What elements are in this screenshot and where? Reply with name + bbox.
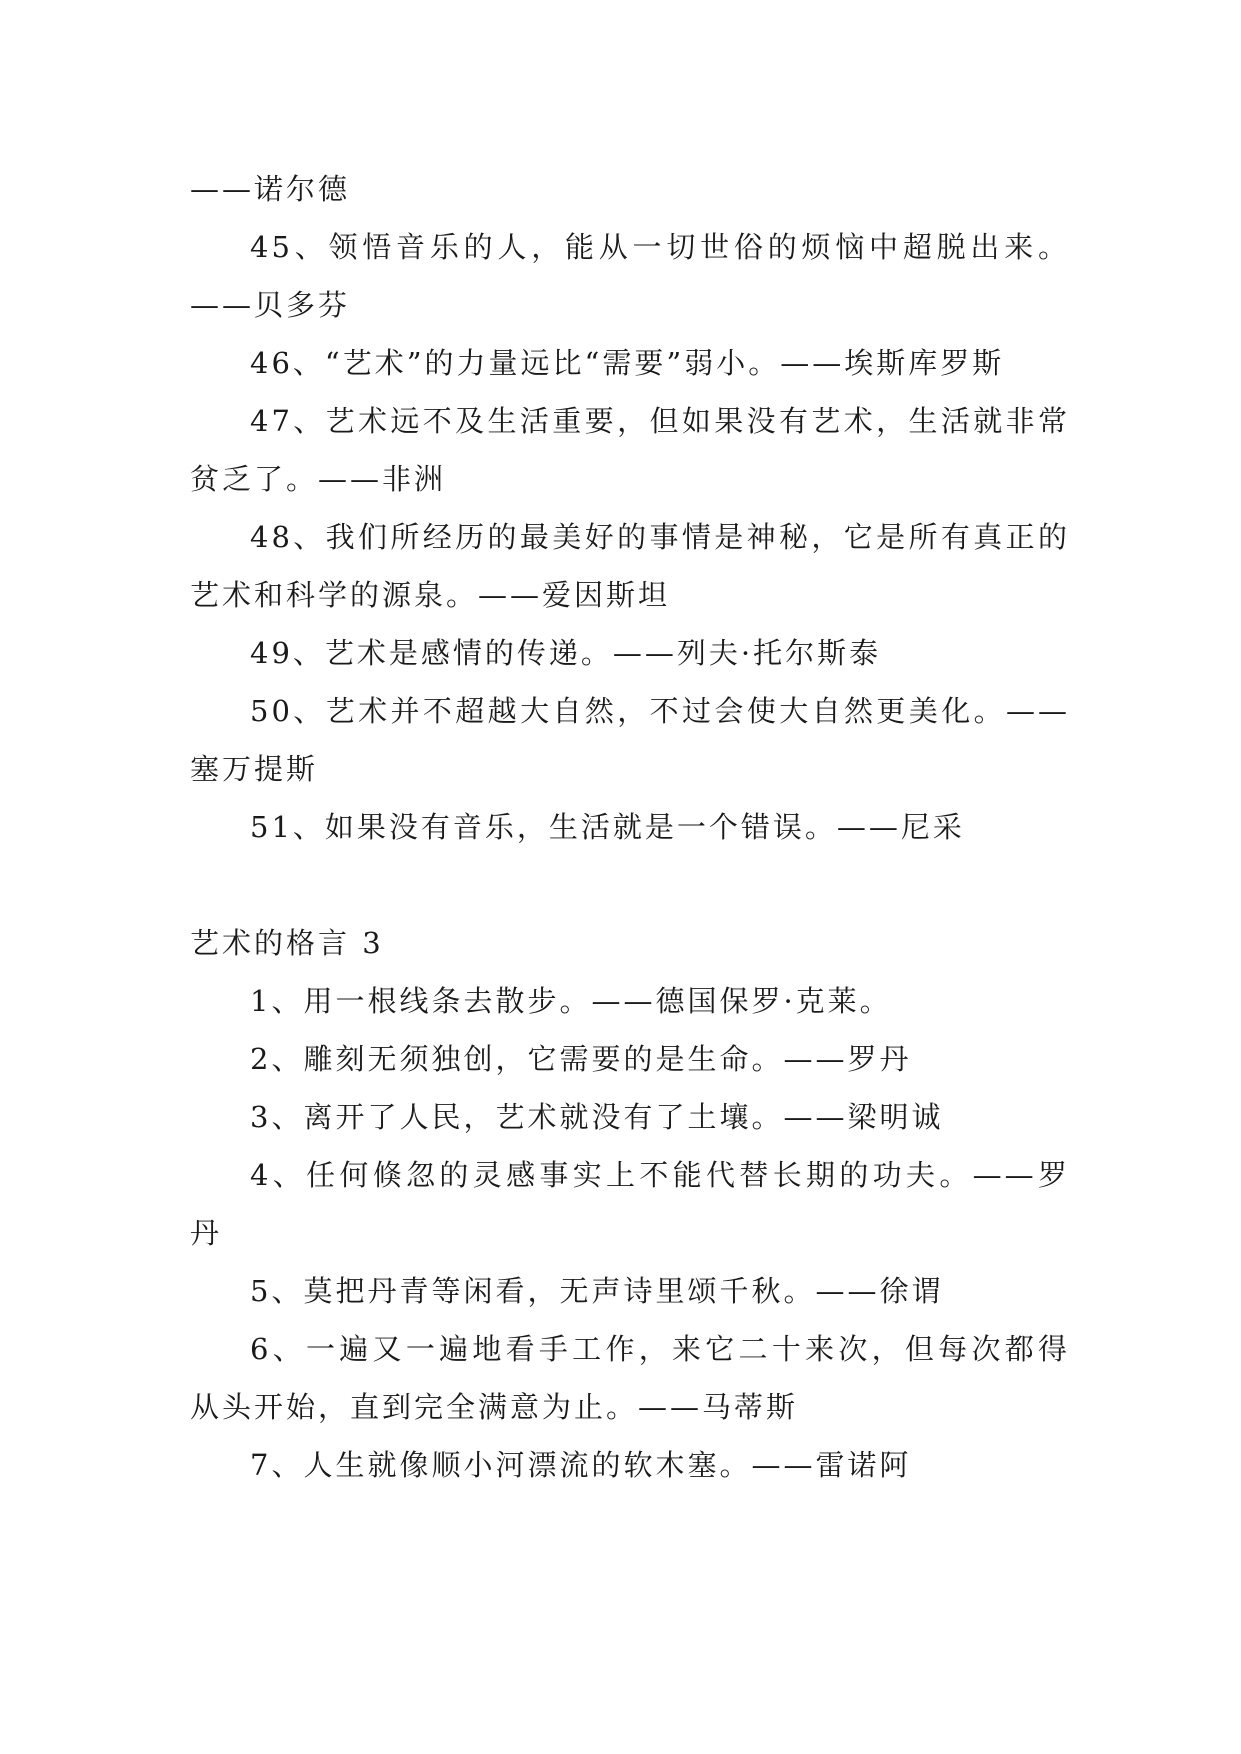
quote-continuation: ——诺尔德 [190, 172, 351, 206]
section-item-6: 6、一遍又一遍地看手工作，来它二十来次，但每次都得从头开始，直到完全满意为止。——马蒂斯 [190, 1332, 1070, 1424]
section-item-1: 1、用一根线条去散步。——德国保罗·克莱。 [250, 984, 892, 1018]
section-item-7: 7、人生就像顺小河漂流的软木塞。——雷诺阿 [250, 1448, 912, 1482]
quote-50: 50、艺术并不超越大自然，不过会使大自然更美化。——塞万提斯 [190, 694, 1070, 786]
section-title: 艺术的格言 3 [190, 926, 384, 960]
section-item-5: 5、莫把丹青等闲看，无声诗里颂千秋。——徐谓 [250, 1274, 944, 1308]
section-item-3: 3、离开了人民，艺术就没有了土壤。——梁明诚 [250, 1100, 944, 1134]
quote-51: 51、如果没有音乐，生活就是一个错误。——尼采 [250, 810, 965, 844]
quote-47: 47、艺术远不及生活重要，但如果没有艺术，生活就非常贫乏了。——非洲 [190, 404, 1070, 496]
section-item-2: 2、雕刻无须独创，它需要的是生命。——罗丹 [250, 1042, 912, 1076]
quote-45: 45、领悟音乐的人，能从一切世俗的烦恼中超脱出来。——贝多芬 [190, 230, 1070, 322]
document-body [190, 160, 1070, 1494]
quote-48: 48、我们所经历的最美好的事情是神秘，它是所有真正的艺术和科学的源泉。——爱因斯坦 [190, 520, 1070, 612]
quote-49: 49、艺术是感情的传递。——列夫·托尔斯泰 [250, 636, 882, 670]
quote-46: 46、“艺术”的力量远比“需要”弱小。——埃斯库罗斯 [250, 346, 1005, 380]
section-item-4: 4、任何倏忽的灵感事实上不能代替长期的功夫。——罗丹 [190, 1158, 1070, 1250]
